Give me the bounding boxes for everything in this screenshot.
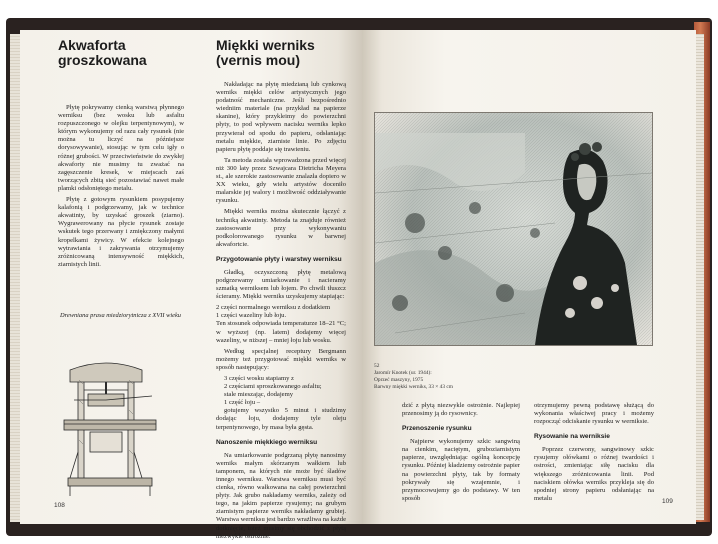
right-column-2 bbox=[534, 402, 654, 506]
paragraph: Miękki werniks można skutecznie łączyć z techniką akwatinty. Metoda ta znajduje również zastosowanie przy wykonywaniu podkolorowanego rysunku w barwnej akwafortcie. bbox=[216, 208, 346, 248]
artwork-plate bbox=[374, 112, 653, 346]
recipe-line: 2 częściami sproszkowanego asfaltu; bbox=[224, 383, 322, 391]
paragraph: Według specjalnej receptury Bergmann możemy też przygotować miękki werniks w sposób następujący: bbox=[216, 347, 346, 371]
subheading: Rysowanie na werniksie bbox=[534, 433, 610, 441]
printing-press-illustration bbox=[60, 360, 160, 500]
left-column-2 bbox=[216, 38, 346, 544]
right-column-1 bbox=[402, 402, 520, 506]
paragraph: gotujemy wszystko 5 minut i studzimy dodając łoju, dodajemy tyle oleju terpentynowego, by masa była gęsta. bbox=[216, 407, 346, 431]
section-title-akwaforta: Akwaforta groszkowana bbox=[58, 37, 147, 68]
plate-number: 52 bbox=[374, 363, 380, 369]
figure-caption: Drewniana prasa miedziorytnicza z XVII wieku bbox=[60, 312, 181, 319]
left-column-1 bbox=[58, 38, 184, 272]
subheading: Nanoszenie miękkiego werniksu bbox=[216, 438, 318, 446]
paragraph: Płytę pokrywamy cienką warstwą płynnego werniksu (bez wosku lub asfaltu rozpuszczonego w olejku terpentynowym), w którym wykonujemy od razu cały rysunek (nie można tu liczyć na późniejsze dorysowywanie), stosując w tym celu igły o różnej grubości. W przeciwieństwie do zwykłej akwaforty nie musimy tu zważać na zagęszczenie kresek, w miejscach zaś tworzących zbitą sieć pozostawiać nawet małe plamki odsłoniętego metalu. bbox=[58, 104, 184, 192]
paragraph: Gładką, oczyszczoną płytę metalową podgrzewamy umiarkowanie i nacieramy szmatką werniksem lub łojem. Po chwili tłuszcz ścieramy. Miękki werniks uzyskujemy stapiając: bbox=[216, 268, 346, 301]
page-edges-right bbox=[696, 34, 704, 520]
page-edges-left bbox=[10, 34, 20, 522]
paragraph: Najpierw wykonujemy szkic sangwiną na cienkim, naciętym, gruboziarnistym papierze, uwzględniając ogólną koncepcję rysunku. Później kładziemy ostrożnie papier na powierzchni płyty, tak by formaty pokrywały się wzajemnie, i przymocowujemy go do podstawy. W ten sposób bbox=[402, 438, 520, 502]
paragraph: otrzymujemy pewną podstawę służącą do wykonania właściwej pracy i możemy rozpocząć odciskanie rysunku w werniksie. bbox=[534, 402, 654, 426]
recipe-line: 3 części wosku stapiamy z bbox=[224, 375, 294, 382]
paragraph: dzić z płytą niezwykle ostrożnie. Najlepiej przenosimy ją do rysownicy. bbox=[402, 402, 520, 418]
plate-technique: Barwny miękki werniks, 33 × 43 cm bbox=[374, 384, 453, 390]
page-number-right: 109 bbox=[662, 498, 673, 505]
left-page bbox=[20, 30, 362, 540]
right-page bbox=[362, 30, 696, 524]
section-title-miekki-werniks: Miękki werniks (vernis mou) bbox=[216, 37, 315, 68]
paragraph: Poprzez czerwony, sangwinowy szkic rysujemy ołówkami o różnej twardości i ostrości, zmieniając siłę nacisku dla większego zróżnicowania linii. Pod naciskiem ołówka werniks przykleja się do spodniej strony papieru odsłaniając na metalu bbox=[534, 446, 654, 502]
paragraph: Na umiarkowanie podgrzaną płytę nanosimy werniks małym skórzanym wałkiem lub tamponem, na których nie może być śladów innego werniksu. Warstwa werniksu musi być cienka, równo wałkowana na całej powierzchni płyty. Jak grubo nakładamy werniks, zależy od tego, na jakim papierze rysujemy; na grubym ziarnistym papierze werniks nakładamy grubiej. Warstwa werniksu jest bardzo wrażliwa na każde dotknięcie, toteż musimy się obchodzić z płytą niezwykle ostrożnie. bbox=[216, 451, 346, 540]
recipe-line: 1 część łoju – bbox=[224, 399, 261, 407]
recipe-line: 2 części normalnego werniksu z dodatkiem bbox=[216, 304, 331, 312]
plate-title: Oprzeć maszyny, 1975 bbox=[374, 377, 424, 383]
paragraph: Ten stosunek odpowiada temperaturze 18–21 °C; w wyższej (np. latem) dodajemy więcej wazeliny, w niższej – mniej łoju lub wosku. bbox=[216, 320, 346, 344]
subheading: Przygotowanie płyty i warstwy werniksu bbox=[216, 255, 342, 263]
page-number-left: 108 bbox=[54, 502, 65, 509]
plate-author: Jaromír Knotek (ur. 1944): bbox=[374, 370, 432, 376]
plate-caption bbox=[374, 363, 453, 391]
paragraph: Nakładając na płytę miedzianą lub cynkową werniks miękki celów artystycznych jego podatność mechaniczne. Jeśli bezpośrednio wiedniim materiale (na przykład na papierze skanine), który przykleimy do powierzchni płyty, to pod wpływem nacisku werniks lepko przywierał od spodu do papieru, odsłaniając metalu miękkie, ziarniste linie. Po zdjęciu papieru płytę poddaje się trawieniu. bbox=[216, 81, 346, 153]
paragraph: Płytę z gotowym rysunkiem posypujemy kalafonią i podgrzewamy, jak w technice akwatinty, by uzyskać groszek (ziarno). Wygrawerowany na płycie rysunek zostaje wskutek tego przerwany i zmiękczony małymi kropelkami żywicy. W efekcie kolejnego wytrawiania i zakrywania otrzymujemy zróżnicowaną intensywność miękkich, ziarnistych linii. bbox=[58, 196, 184, 268]
paragraph: Ta metoda została wprowadzona przed więcej niż 300 laty przez Szwajcara Dietricha Meyera st., ale szerokie zastosowanie znalazła dopiero w XX wieku, gdy wielu artystów doceniło malarskie jej walory i możliwość oddziaływanie rysunku. bbox=[216, 156, 346, 205]
subheading: Przenoszenie rysunku bbox=[402, 425, 472, 433]
etching-artwork bbox=[375, 113, 652, 345]
recipe-line: stale mieszając, dodajemy bbox=[224, 391, 294, 399]
recipe-line: 1 części wazeliny lub łoju. bbox=[216, 312, 287, 320]
